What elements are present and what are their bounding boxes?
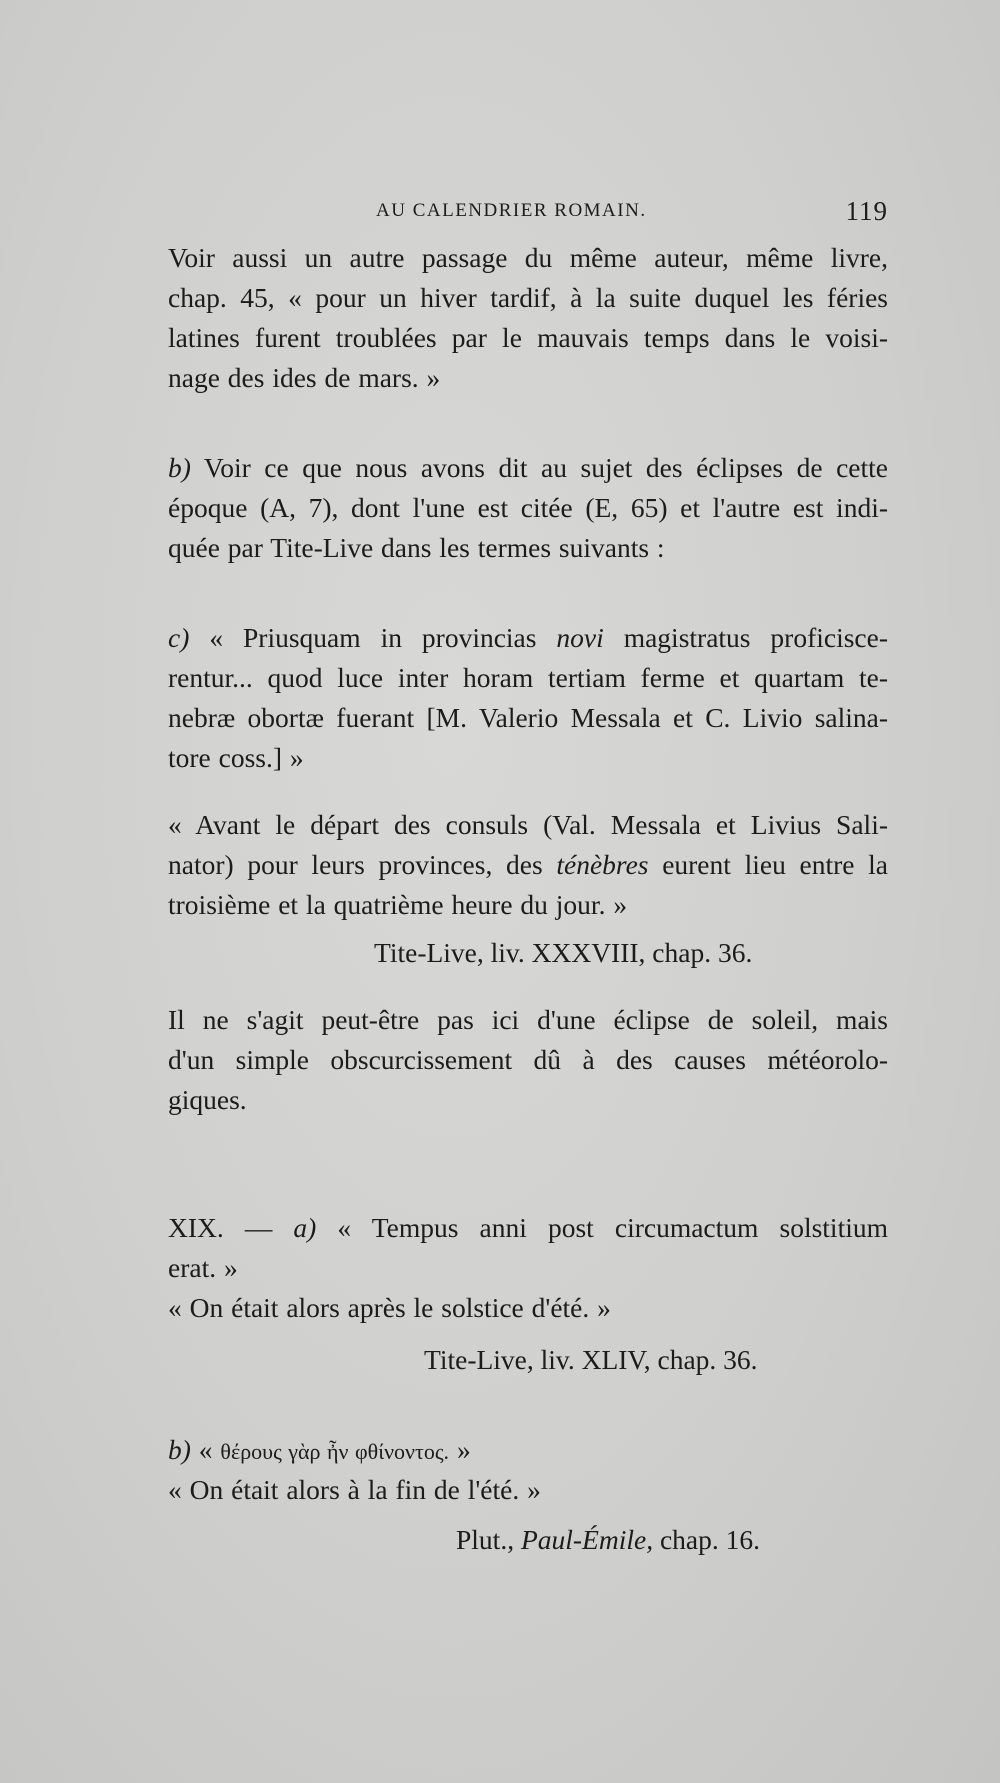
text-line: Il ne s'agit peut-être pas ici d'une éclipse de soleil, mais <box>168 1004 888 1035</box>
text-line: d'un simple obscurcissement dû à des causes météorolo- <box>168 1044 888 1075</box>
text-line: « On était alors à la fin de l'été. » <box>168 1474 541 1505</box>
item-marker: a) <box>293 1212 317 1243</box>
item-marker: b) <box>168 1434 191 1465</box>
page-body <box>168 238 888 1560</box>
italic-word: ténèbres <box>556 849 649 880</box>
text-line <box>168 1208 888 1248</box>
spacer <box>168 1510 888 1520</box>
spacer <box>168 925 888 933</box>
text-line: « On était alors après le solstice d'été. » <box>168 1292 611 1323</box>
spacer <box>168 778 888 805</box>
page-header <box>168 196 888 230</box>
text-line: Voir aussi un autre passage du même auteur, même livre, <box>168 242 888 273</box>
text-run: « Tempus anni post circumactum solstitium <box>316 1212 888 1243</box>
text-line: tore coss.] » <box>168 742 304 773</box>
text-line: nage des ides de mars. » <box>168 362 441 393</box>
item-marker: c) <box>168 622 190 653</box>
text-line: époque (A, 7), dont l'une est citée (E, 65) et l'autre est indi- <box>168 492 888 523</box>
spacer <box>168 973 888 1000</box>
text-run: « <box>190 1434 221 1465</box>
text-line <box>168 448 888 488</box>
greek-quote: θέρους γὰρ ἦν φθίνοντος. <box>220 1439 450 1464</box>
page-number: 119 <box>845 196 888 226</box>
text-line: nebræ obortæ fuerant [M. Valerio Messala et C. Livio salina- <box>168 702 888 733</box>
spacer <box>168 1380 888 1430</box>
text-run: Voir ce que nous avons dit au sujet des éclipses de cette <box>190 452 888 483</box>
text-line: erat. » <box>168 1252 238 1283</box>
spacer <box>168 1328 888 1340</box>
text-line <box>168 1430 888 1470</box>
text-line: troisième et la quatrième heure du jour. » <box>168 889 628 920</box>
italic-word: novi <box>556 622 604 653</box>
text-line: « Avant le départ des consuls (Val. Messala et Livius Sali- <box>168 809 888 840</box>
section-number: XIX. — <box>168 1212 294 1243</box>
text-line: giques. <box>168 1084 247 1115</box>
text-run: « Priusquam in provincias <box>189 622 557 653</box>
text-run: chap. 16. <box>653 1524 760 1555</box>
italic-word: Paul-Émile, <box>520 1524 654 1555</box>
text-line: quée par Tite-Live dans les termes suivants : <box>168 532 665 563</box>
spacer <box>168 398 888 448</box>
citation <box>168 1520 888 1560</box>
text-run: eurent lieu entre la <box>648 849 888 880</box>
text-line <box>168 845 888 885</box>
citation: Tite-Live, liv. XLIV, chap. 36. <box>424 1344 758 1375</box>
spacer <box>168 1120 888 1208</box>
text-line: latines furent troublées par le mauvais temps dans le voisi- <box>168 322 888 353</box>
text-line: rentur... quod luce inter horam tertiam ferme et quartam te- <box>168 662 888 693</box>
text-line: chap. 45, « pour un hiver tardif, à la suite duquel les féries <box>168 282 888 313</box>
text-run: magistratus proficisce- <box>603 622 888 653</box>
running-title: AU CALENDRIER ROMAIN. <box>376 200 647 221</box>
item-marker: b) <box>168 452 191 483</box>
text-run: nator) pour leurs provinces, des <box>168 849 557 880</box>
text-run: Plut., <box>456 1524 521 1555</box>
text-run: » <box>449 1434 471 1465</box>
citation: Tite-Live, liv. XXXVIII, chap. 36. <box>374 937 753 968</box>
text-line <box>168 618 888 658</box>
spacer <box>168 568 888 618</box>
